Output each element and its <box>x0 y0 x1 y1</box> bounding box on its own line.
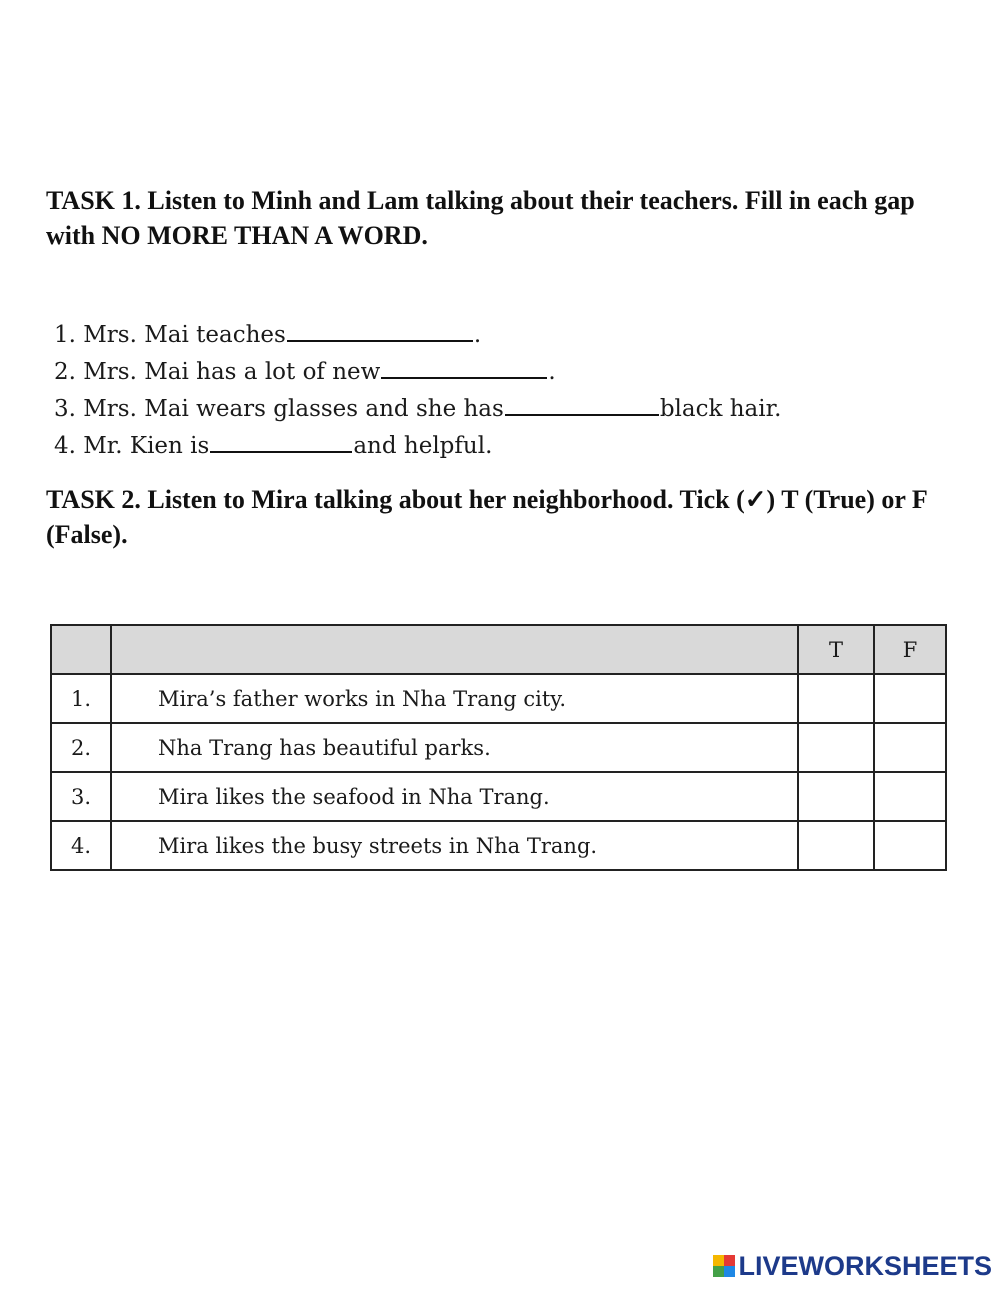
row-statement: Nha Trang has beautiful parks. <box>111 723 798 772</box>
liveworksheets-logo-icon <box>713 1255 735 1277</box>
table-row <box>51 723 946 772</box>
logo-square-bl <box>713 1266 724 1277</box>
answer-gap-3[interactable] <box>505 390 659 416</box>
task1-question-2 <box>54 353 781 390</box>
row-number: 3. <box>51 772 111 821</box>
question-text-before: 2. Mrs. Mai has a lot of new <box>54 359 381 385</box>
logo-square-tr <box>724 1255 735 1266</box>
header-true-cell: T <box>798 625 874 674</box>
task1-question-4 <box>54 427 781 464</box>
question-text-after: . <box>473 322 482 348</box>
question-text-before: 4. Mr. Kien is <box>54 433 210 459</box>
answer-gap-1[interactable] <box>287 316 473 342</box>
task1-question-3 <box>54 390 781 427</box>
header-false-cell: F <box>874 625 946 674</box>
row-number: 2. <box>51 723 111 772</box>
row-statement: Mira likes the busy streets in Nha Trang. <box>111 821 798 870</box>
table-row <box>51 821 946 870</box>
row-number: 4. <box>51 821 111 870</box>
question-text-after: black hair. <box>659 396 782 422</box>
true-tick-box[interactable] <box>798 821 874 870</box>
question-text-before: 3. Mrs. Mai wears glasses and she has <box>54 396 504 422</box>
table-row <box>51 772 946 821</box>
logo-square-br <box>724 1266 735 1277</box>
false-tick-box[interactable] <box>874 772 946 821</box>
answer-gap-2[interactable] <box>381 353 547 379</box>
header-statement-cell <box>111 625 798 674</box>
false-tick-box[interactable] <box>874 723 946 772</box>
logo-square-tl <box>713 1255 724 1266</box>
header-number-cell <box>51 625 111 674</box>
liveworksheets-brand <box>713 1251 992 1281</box>
table-row <box>51 674 946 723</box>
task1-question-list <box>54 316 781 464</box>
answer-gap-4[interactable] <box>210 427 352 453</box>
task2-heading: TASK 2. Listen to Mira talking about her neighborhood. Tick (✓) T (True) or F (False). <box>46 485 927 549</box>
false-tick-box[interactable] <box>874 821 946 870</box>
task1-heading: TASK 1. Listen to Minh and Lam talking about their teachers. Fill in each gap with NO MORE THAN A WORD. <box>46 186 915 250</box>
question-text-after: and helpful. <box>353 433 493 459</box>
task1-question-1 <box>54 316 781 353</box>
true-tick-box[interactable] <box>798 772 874 821</box>
question-text-before: 1. Mrs. Mai teaches <box>54 322 286 348</box>
row-number: 1. <box>51 674 111 723</box>
true-tick-box[interactable] <box>798 674 874 723</box>
table-header-row <box>51 625 946 674</box>
brand-name: LIVEWORKSHEETS <box>738 1250 992 1281</box>
false-tick-box[interactable] <box>874 674 946 723</box>
row-statement: Mira likes the seafood in Nha Trang. <box>111 772 798 821</box>
true-tick-box[interactable] <box>798 723 874 772</box>
question-text-after: . <box>548 359 556 385</box>
row-statement: Mira’s father works in Nha Trang city. <box>111 674 798 723</box>
true-false-table <box>50 624 947 871</box>
